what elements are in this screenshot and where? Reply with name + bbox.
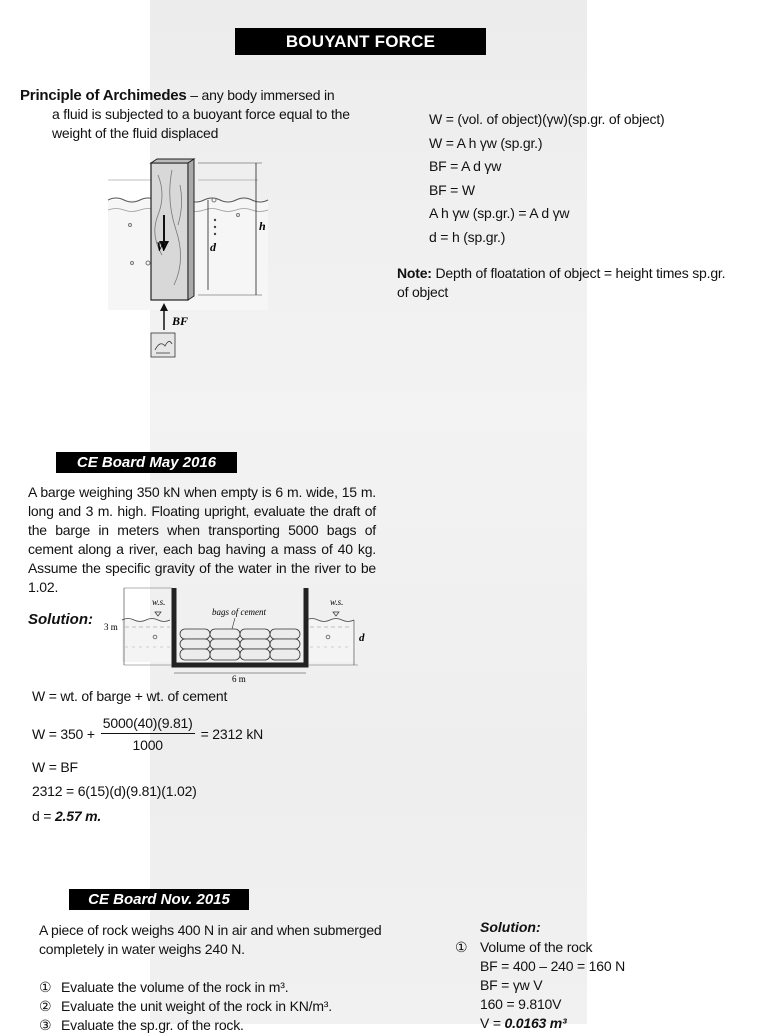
question-marker: ② (39, 998, 52, 1014)
solution-heading-row (455, 938, 755, 957)
question-marker: ① (39, 979, 52, 995)
note-text-2: of object (397, 284, 449, 300)
formula-line: A h γw (sp.gr.) = A d γw (429, 205, 570, 221)
problem1-solution-label: Solution: (28, 611, 93, 628)
problem1-line: cement along a river, each bag having a mass of 40 kg. (28, 541, 376, 557)
question-marker: ③ (39, 1017, 52, 1033)
problem2-solution (455, 938, 755, 1033)
problem1-line: Assume the specific gravity of the water in the river to be (28, 560, 376, 576)
step5-prefix: d = (32, 808, 55, 824)
ws-left-label: w.s. (152, 597, 166, 607)
note-label: Note: (397, 265, 432, 281)
formula-line: W = (vol. of object)(γw)(sp.gr. of object) (429, 111, 665, 127)
step2-fraction (101, 715, 195, 753)
principle-text-1: – any body immersed in (190, 87, 335, 103)
step2-prefix: W = 350 + (32, 726, 95, 742)
question-text: Evaluate the volume of the rock in m³. (61, 979, 289, 995)
solution-step-5 (32, 808, 101, 824)
principle-heading: Principle of Archimedes (20, 87, 187, 104)
problem2-badge: CE Board Nov. 2015 (69, 889, 249, 910)
problem1-badge: CE Board May 2016 (56, 452, 237, 473)
formula-line: W = A h γw (sp.gr.) (429, 134, 543, 151)
solution-heading: Volume of the rock (480, 939, 593, 955)
problem1-line: 1.02. (28, 579, 59, 595)
principle-block (20, 86, 370, 143)
final-prefix: V = (480, 1015, 505, 1031)
formula-line: BF = W (429, 181, 475, 198)
formula-line: d = h (sp.gr.) (429, 228, 506, 245)
solution-step-4: 2312 = 6(15)(d)(9.81)(1.02) (32, 783, 197, 799)
barge-height-label: 3 m (104, 622, 118, 632)
step2-numerator: 5000(40)(9.81) (101, 715, 195, 734)
question-item (39, 997, 399, 1016)
solution-step-1: W = wt. of barge + wt. of cement (32, 688, 228, 704)
barge-width-label: 6 m (232, 674, 246, 684)
note-text: Depth of floatation of object = height times sp.gr. (435, 265, 726, 281)
step5-answer: 2.57 m. (54, 808, 102, 824)
principle-text-3: weight of the fluid displaced (52, 125, 219, 141)
principle-line-1 (20, 86, 370, 105)
question-text: Evaluate the sp.gr. of the rock. (61, 1017, 244, 1033)
question-text: Evaluate the unit weight of the rock in KN/m³. (61, 998, 332, 1014)
solution-line: BF = γw V (480, 977, 543, 993)
problem1-statement (28, 483, 376, 597)
buoyant-label: BF (172, 314, 189, 328)
height-label: h (259, 219, 266, 233)
final-answer: 0.0163 m³ (504, 1015, 567, 1031)
floating-block (151, 163, 188, 300)
principle-text-2: a fluid is subjected to a buoyant force equal to the (52, 106, 350, 122)
floating-block-figure (108, 155, 278, 365)
note-block (397, 264, 747, 302)
problem1-line: long and 3 m. high. Floating upright, evaluate the draft of (28, 503, 376, 519)
ws-right-label: w.s. (330, 597, 344, 607)
formula-line: BF = A d γw (429, 158, 502, 174)
draft-label: d (359, 632, 365, 644)
solution-step-2 (32, 712, 263, 756)
problem2-statement (39, 921, 399, 959)
question-item (39, 1016, 399, 1035)
solution-line: BF = 400 – 240 = 160 N (480, 958, 626, 974)
formula-list (429, 108, 665, 249)
bags-label: bags of cement (212, 607, 266, 617)
problem2-line: A piece of rock weighs 400 N in air and when submerged (39, 922, 382, 938)
solution-step-3: W = BF (32, 759, 78, 775)
problem2-solution-label: Solution: (480, 919, 541, 935)
question-item (39, 978, 399, 997)
problem1-line: the barge in meters when transporting 5000 bags of (28, 522, 376, 538)
problem2-line: completely in water weighs 240 N. (39, 941, 245, 957)
step2-denominator: 1000 (132, 737, 163, 753)
weight-label: W (156, 239, 168, 254)
problem2-questions (39, 978, 399, 1035)
cement-bags (180, 629, 300, 660)
solution-line: 160 = 9.810V (480, 996, 562, 1012)
depth-label: d (210, 240, 216, 254)
page-title: BOUYANT FORCE (235, 28, 486, 55)
problem1-line: A barge weighing 350 kN when empty is 6 m. wide, 15 m. (28, 484, 376, 500)
step2-result: = 2312 kN (200, 726, 264, 742)
solution-marker: ① (455, 939, 468, 955)
barge-figure (100, 585, 375, 685)
